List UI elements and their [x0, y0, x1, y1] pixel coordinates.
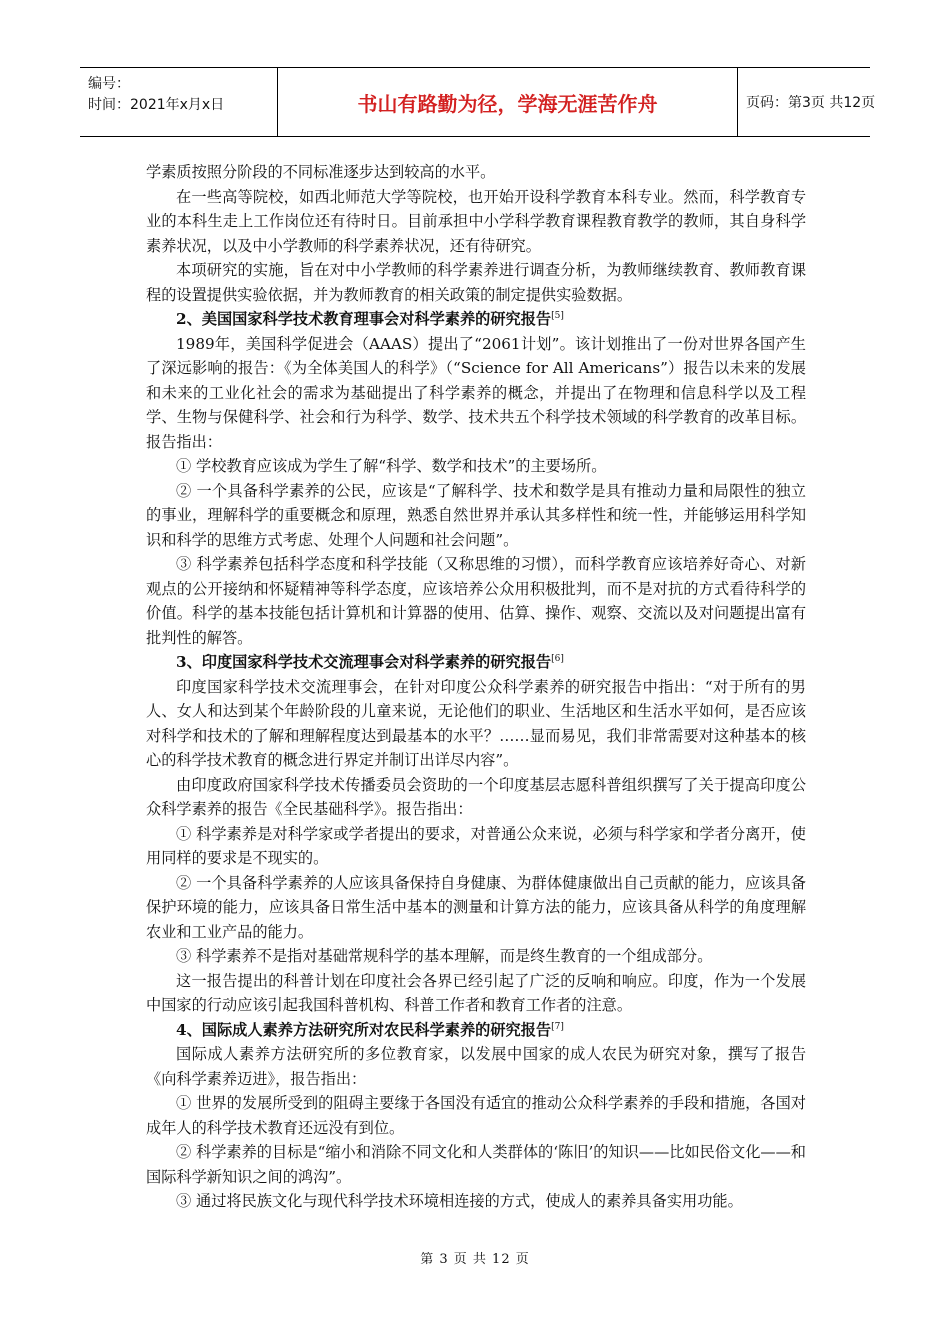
- section-heading: [146, 307, 806, 332]
- header-page-number: 页码：第3页 共12页: [746, 95, 876, 111]
- section-heading-text: 2、美国国家科学技术教育理事会对科学素养的研究报告: [176, 310, 552, 328]
- body-paragraph: [146, 1140, 806, 1189]
- document-date-label: 时间：2021年x月x日: [88, 97, 225, 113]
- body-paragraph: [146, 258, 806, 307]
- document-body: [146, 160, 806, 1214]
- paragraph-text: ② 一个具备科学素养的公民，应该是“了解科学、技术和数学是具有推动力量和局限性的独立的事业，理解科学的重要概念和原理，熟悉自然世界并承认其多样性和统一性，并能够运用科学知识和科学的思维方式考虑、处理个人问题和社会问题”。: [146, 481, 806, 549]
- paragraph-text: 这一报告提出的科普计划在印度社会各界已经引起了广泛的反响和响应。印度，作为一个发展中国家的行动应该引起我国科普机构、科普工作者和教育工作者的注意。: [146, 971, 806, 1014]
- paragraph-text: ② 科学素养的目标是“缩小和消除不同文化和人类群体的‘陈旧’的知识——比如民俗文化——和国际科学新知识之间的鸿沟”。: [146, 1143, 806, 1186]
- section-heading: [146, 1018, 806, 1043]
- body-paragraph: [146, 822, 806, 871]
- body-paragraph: [146, 944, 806, 969]
- section-heading-text: 4、国际成人素养方法研究所对农民科学素养的研究报告: [176, 1020, 552, 1039]
- paragraph-text: 由印度政府国家科学技术传播委员会资助的一个印度基层志愿科普组织撰写了关于提高印度公众科学素养的报告《全民基础科学》。报告指出：: [146, 775, 806, 818]
- body-paragraph: [146, 160, 806, 185]
- paragraph-text: 国际成人素养方法研究所的多位教育家，以发展中国家的成人农民为研究对象，撰写了报告《向科学素养迈进》，报告指出：: [146, 1045, 806, 1088]
- paragraph-text: 在一些高等院校，如西北师范大学等院校，也开始开设科学教育本科专业。然而，科学教育专业的本科生走上工作岗位还有待时日。目前承担中小学科学教育课程教育教学的教师，其自身科学素养状况，以及中小学教师的科学素养状况，还有待研究。: [146, 187, 806, 255]
- paragraph-text: 1989年，美国科学促进会（AAAS）提出了“2061计划”。该计划推出了一份对世界各国产生了深远影响的报告：《为全体美国人的科学》（“Science for All Americans”）报告以未来的发展和未来的工业化社会的需求为基础提出了科学素养的概念，并提出了在物理和信息科学以及工程学、生物与保健科学、社会和行为科学、数学、技术共五个科学技术领域的科学教育的改革目标。报告指出：: [146, 334, 806, 451]
- body-paragraph: [146, 1042, 806, 1091]
- paragraph-text: ① 科学素养是对科学家或学者提出的要求，对普通公众来说，必须与科学家和学者分离开，使用同样的要求是不现实的。: [146, 824, 806, 867]
- paragraph-text: ③ 科学素养不是指对基础常规科学的基本理解，而是终生教育的一个组成部分。: [176, 947, 713, 965]
- paragraph-text: 本项研究的实施，旨在对中小学教师的科学素养进行调查分析，为教师继续教育、教师教育课程的设置提供实验依据，并为教师教育的相关政策的制定提供实验数据。: [146, 261, 806, 304]
- section-heading-text: 3、印度国家科学技术交流理事会对科学素养的研究报告: [176, 653, 552, 671]
- paragraph-text: 学素质按照分阶段的不同标准逐步达到较高的水平。: [146, 163, 496, 181]
- body-paragraph: [146, 1189, 806, 1214]
- paragraph-text: 印度国家科学技术交流理事会，在针对印度公众科学素养的研究报告中指出：“对于所有的男人、女人和达到某个年龄阶段的儿童来说，无论他们的职业、生活地区和生活水平如何，是否应该对科学和技术的了解和理解程度达到最基本的水平？……显而易见，我们非常需要对这种基本的核心的科学技术教育的概念进行界定并制订出详尽内容”。: [146, 677, 806, 769]
- body-paragraph: [146, 675, 806, 773]
- header-motto: 书山有路勤为径，学海无涯苦作舟: [277, 68, 738, 136]
- body-paragraph: [146, 185, 806, 259]
- body-paragraph: [146, 969, 806, 1018]
- citation-reference: [5]: [551, 310, 564, 321]
- body-paragraph: [146, 552, 806, 650]
- paragraph-text: ① 学校教育应该成为学生了解“科学、数学和技术”的主要场所。: [176, 457, 607, 475]
- paragraph-text: ③ 通过将民族文化与现代科学技术环境相连接的方式，使成人的素养具备实用功能。: [176, 1192, 743, 1210]
- body-paragraph: [146, 773, 806, 822]
- page-header: [80, 67, 876, 137]
- body-paragraph: [146, 1091, 806, 1140]
- section-heading: [146, 650, 806, 675]
- paragraph-text: ② 一个具备科学素养的人应该具备保持自身健康、为群体健康做出自己贡献的能力，应该具备保护环境的能力，应该具备日常生活中基本的测量和计算方法的能力，应该具备从科学的角度理解农业和工业产品的能力。: [146, 873, 806, 941]
- body-paragraph: [146, 332, 806, 455]
- page-footer: 第 3 页 共 12 页: [420, 1252, 530, 1267]
- header-meta: [80, 68, 277, 136]
- citation-reference: [7]: [551, 1021, 564, 1032]
- body-paragraph: [146, 454, 806, 479]
- citation-reference: [6]: [551, 653, 564, 664]
- paragraph-text: ③ 科学素养包括科学态度和科学技能（又称思维的习惯），而科学教育应该培养好奇心、对新观点的公开接纳和怀疑精神等科学态度，应该培养公众用积极批判，而不是对抗的方式看待科学的价值。科学的基本技能包括计算机和计算器的使用、估算、操作、观察、交流以及对问题提出富有批判性的解答。: [146, 555, 806, 647]
- document-number-label: 编号：: [88, 76, 130, 92]
- body-paragraph: [146, 871, 806, 945]
- body-paragraph: [146, 479, 806, 553]
- paragraph-text: ① 世界的发展所受到的阻碍主要缘于各国没有适宜的推动公众科学素养的手段和措施，各国对成年人的科学技术教育还远没有到位。: [146, 1094, 806, 1137]
